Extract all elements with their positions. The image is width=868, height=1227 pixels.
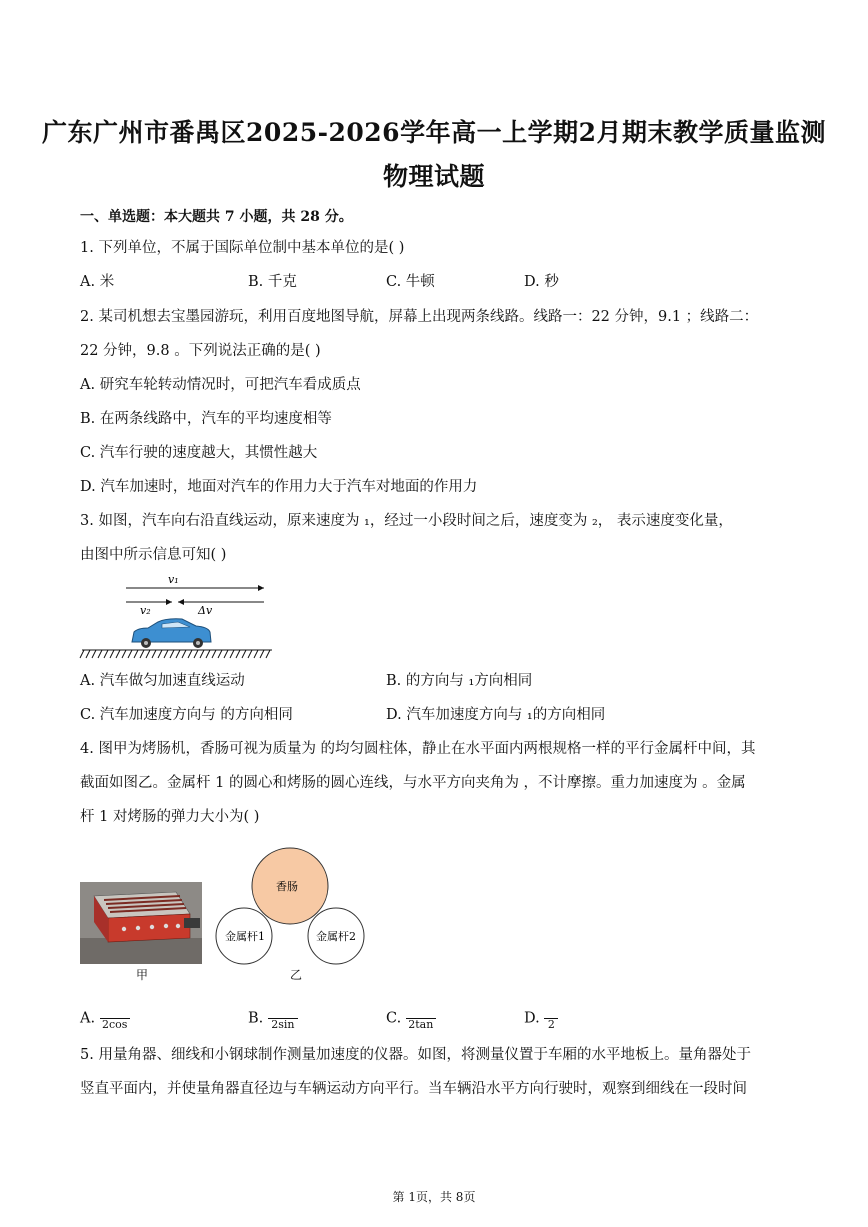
q3-option-b: B. 的方向与 ₁方向相同 bbox=[386, 673, 533, 689]
q3-car-figure bbox=[78, 572, 278, 664]
label-v2: v₂ bbox=[140, 604, 151, 617]
grill-photo bbox=[80, 882, 202, 964]
q3-option-c: C. 汽车加速度方向与 的方向相同 bbox=[80, 707, 293, 723]
q2-stem-line2: 22 分钟，9.8 。下列说法正确的是( ) bbox=[80, 343, 321, 359]
ground-hatch bbox=[80, 650, 270, 658]
car-icon bbox=[132, 619, 211, 648]
q4-option-d: D. 2 bbox=[524, 1006, 558, 1031]
q2-stem-line1: 2. 某司机想去宝墨园游玩，利用百度地图导航，屏幕上出现两条线路。线路一：22 分钟，9.1 ；线路二： bbox=[80, 309, 759, 325]
rod1-label: 金属杆1 bbox=[225, 930, 265, 943]
doc-title-line1: 广东广州市番禺区2025-2026学年高一上学期2月期末教学质量监测 bbox=[42, 118, 826, 147]
q3-stem-line1: 3. 如图，汽车向右沿直线运动，原来速度为 ₁，经过一小段时间之后，速度变为 ₂， 表示速度变化量， bbox=[80, 513, 733, 529]
q4-stem-line1: 4. 图甲为烤肠机，香肠可视为质量为 的均匀圆柱体，静止在水平面内两根规格一样的平行金属杆中间，其 bbox=[80, 741, 756, 757]
cross-section-figure bbox=[212, 846, 372, 982]
q5-line2: 竖直平面内，并使量角器直径边与车辆运动方向平行。当车辆沿水平方向行驶时，观察到细线在一段时间 bbox=[80, 1081, 747, 1097]
sausage-label: 香肠 bbox=[276, 880, 298, 893]
q5-line1: 5. 用量角器、细线和小钢球制作测量加速度的仪器。如图，将测量仪置于车厢的水平地板上。量角器处于 bbox=[80, 1047, 751, 1063]
label-v1: v₁ bbox=[168, 573, 179, 586]
fig-label-jia: 甲 bbox=[136, 968, 149, 982]
q3-stem-line2: 由图中所示信息可知( ) bbox=[80, 547, 227, 563]
q3-option-a: A. 汽车做匀加速直线运动 bbox=[80, 673, 245, 689]
q1-option-a: A. 米 bbox=[80, 274, 115, 290]
q4-option-a: A. 2cos bbox=[80, 1006, 130, 1031]
page-footer: 第 1页，共 8页 bbox=[392, 1190, 476, 1204]
q3-option-d: D. 汽车加速度方向与 ₁的方向相同 bbox=[386, 707, 606, 723]
q2-option-d: D. 汽车加速时，地面对汽车的作用力大于汽车对地面的作用力 bbox=[80, 479, 478, 495]
q4-option-b: B. 2sin bbox=[248, 1006, 298, 1031]
q4-option-c: C. 2tan bbox=[386, 1006, 436, 1031]
q1-option-c: C. 牛顿 bbox=[386, 274, 435, 290]
section-heading: 一、单选题：本大题共 7 小题，共 28 分。 bbox=[80, 209, 353, 225]
q2-option-b: B. 在两条线路中，汽车的平均速度相等 bbox=[80, 411, 332, 427]
q4-stem-line3: 杆 1 对烤肠的弹力大小为( ) bbox=[80, 809, 260, 825]
rod2-label: 金属杆2 bbox=[316, 930, 356, 943]
q4-stem-line2: 截面如图乙。金属杆 1 的圆心和烤肠的圆心连线，与水平方向夹角为 ，不计摩擦。重力加速度为 。金属 bbox=[80, 775, 746, 791]
doc-title-line2: 物理试题 bbox=[382, 162, 485, 191]
q2-option-a: A. 研究车轮转动情况时，可把汽车看成质点 bbox=[80, 377, 361, 393]
q1-stem: 1. 下列单位，不属于国际单位制中基本单位的是( ) bbox=[80, 240, 405, 256]
fraction: 2 bbox=[544, 1006, 558, 1031]
label-delta-v: Δv bbox=[198, 604, 213, 617]
fraction: 2sin bbox=[268, 1006, 298, 1031]
fig-label-yi: 乙 bbox=[290, 968, 303, 982]
fraction: 2cos bbox=[100, 1006, 130, 1031]
q2-option-c: C. 汽车行驶的速度越大，其惯性越大 bbox=[80, 445, 318, 461]
q1-option-d: D. 秒 bbox=[524, 274, 559, 290]
fraction: 2tan bbox=[406, 1006, 436, 1031]
q1-option-b: B. 千克 bbox=[248, 274, 297, 290]
